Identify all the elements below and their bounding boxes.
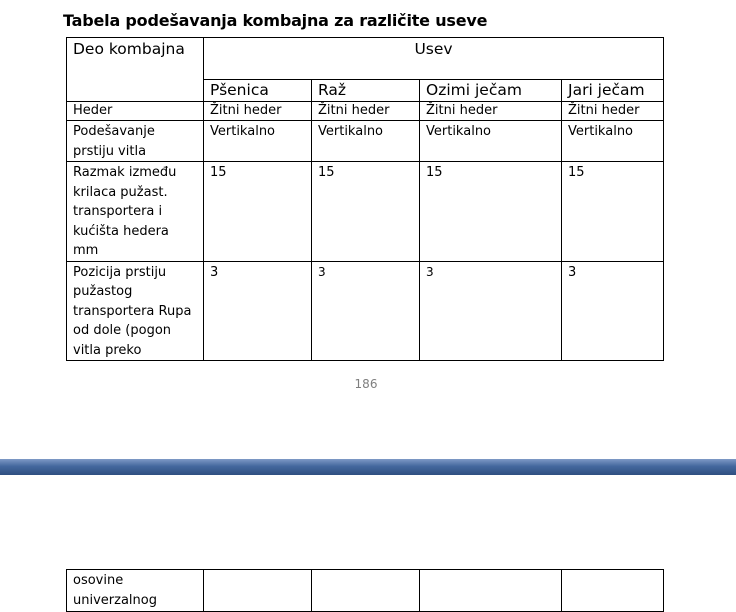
part-cell: osovine univerzalnog: [67, 570, 204, 612]
table-row: [67, 162, 664, 262]
table-header-row: [67, 38, 664, 80]
crop-header-cell: Jari ječam: [562, 79, 664, 101]
part-cell: Heder: [67, 102, 204, 121]
value-cell: [312, 570, 420, 612]
value-cell: [562, 570, 664, 612]
crop-header-cell: Pšenica: [204, 79, 312, 101]
table-row: [67, 261, 664, 361]
value-cell: Žitni heder: [562, 102, 664, 121]
value-cell: Žitni heder: [420, 102, 562, 121]
value-cell: Vertikalno: [312, 121, 420, 162]
table-row: [67, 102, 664, 121]
value-cell: [420, 570, 562, 612]
value-cell: 3: [312, 261, 420, 361]
value-cell: Žitni heder: [312, 102, 420, 121]
value-cell: [204, 570, 312, 612]
header-crop-group-cell: Usev: [204, 38, 664, 80]
value-cell: 15: [204, 162, 312, 262]
table-title: Tabela podešavanja kombajna za različite useve: [63, 11, 488, 30]
settings-table: [66, 37, 664, 361]
value-cell: 3: [420, 261, 562, 361]
value-cell: 3: [562, 261, 664, 361]
value-cell: 15: [312, 162, 420, 262]
page-number: 186: [354, 377, 378, 391]
value-cell: Vertikalno: [420, 121, 562, 162]
value-cell: 15: [420, 162, 562, 262]
part-cell: Pozicija prstiju pužastog transportera Rupa od dole (pogon vitla preko: [67, 261, 204, 361]
part-cell: Podešavanje prstiju vitla: [67, 121, 204, 162]
value-cell: 15: [562, 162, 664, 262]
crop-header-cell: Raž: [312, 79, 420, 101]
settings-table-continuation: [66, 569, 664, 612]
part-cell: Razmak između krilaca pužast. transportera i kućišta hedera mm: [67, 162, 204, 262]
table-row: [67, 121, 664, 162]
value-cell: 3: [204, 261, 312, 361]
value-cell: Vertikalno: [204, 121, 312, 162]
value-cell: Vertikalno: [562, 121, 664, 162]
header-part-cell: Deo kombajna: [67, 38, 204, 102]
page-separator: [0, 459, 736, 475]
crop-header-cell: Ozimi ječam: [420, 79, 562, 101]
value-cell: Žitni heder: [204, 102, 312, 121]
table-row: [67, 570, 664, 612]
